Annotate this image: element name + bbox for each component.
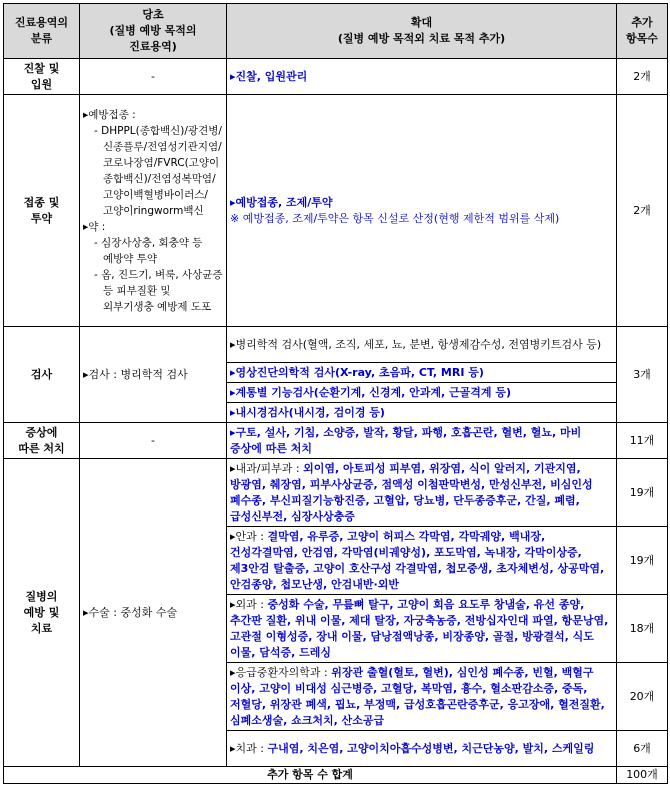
count-dental: 6개 [617, 731, 668, 767]
group-prefix: ▸내과/피부과 : [230, 461, 304, 475]
original-line: ▸예방접종 : [83, 108, 136, 121]
original-jeungsang: - [80, 423, 227, 459]
original-line: - DHPPL(종합백신)/광견병/신종플루/전염성기관지염/코로나장염/FVRC(고양이종합백신)/전염성복막염/고양이백혈병바이러스/고양이ringworm백신 [94, 124, 222, 217]
row-jeungsang [4, 423, 668, 459]
row-jilbyeong-internal [4, 459, 668, 527]
original-jinchal: - [80, 59, 227, 95]
added-geomsa-imaging: ▸영상진단의학적 검사(X-ray, 초음파, CT, MRI 등) [227, 363, 617, 383]
original-line: ▸약 : [83, 220, 106, 233]
added-eye [227, 527, 617, 595]
group-items: 외이염, 아토피성 피부염, 위장염, 식이 알러지, 기관지염, 방광염, 췌장염, 피부사상균증, 점액성 이첨판막변성, 만성신부전, 비심인성 폐수종, 부신피질기능항진증, 고혈압, 당뇨병, 단두종증후군, 간질, 폐렴, 급성신부전, 심장사상충증 [230, 461, 593, 523]
group-prefix: ▸치과 : [230, 741, 268, 755]
row-jeopjong [4, 95, 668, 327]
added-geomsa-endoscopy: ▸내시경검사(내시경, 검이경 등) [227, 403, 617, 423]
added-jinchal: ▸진찰, 입원관리 [227, 59, 617, 95]
count-internal: 19개 [617, 459, 668, 527]
added-dental [227, 731, 617, 767]
count-jeungsang: 11개 [617, 423, 668, 459]
total-count: 100개 [617, 767, 668, 784]
group-items: 위장관 출혈(혈토, 혈변), 심인성 폐수종, 빈혈, 백혈구 이상, 고양이 비대성 심근병증, 고혈당, 복막염, 흉수, 혈소판감소증, 중독, 저혈당, 위장관 폐색, 핍뇨, 부정맥, 급성호흡곤란증후군, 응고장애, 혈전질환, 심폐소생술, 쇼크처치, 산소공급 [230, 665, 605, 727]
group-items: 중성화 수술, 무릎뼈 탈구, 고양이 회음 요도루 창냄술, 유선 종양, 추간판 질환, 위내 이물, 제대 탈장, 자궁축농증, 전방십자인대 파열, 항문낭염, 고관절 이형성증, 장내 이물, 담낭점액낭종, 비장종양, 골절, 방광결석, 식도 이물, 담석증, 드레싱 [230, 597, 609, 659]
original-jeopjong [80, 95, 227, 327]
original-jilbyeong: ▸수술 : 중성화 수술 [80, 459, 227, 767]
category-jeungsang: 증상에 따른 처치 [4, 423, 80, 459]
category-geomsa: 검사 [4, 327, 80, 423]
original-line: - 심장사상충, 회충약 등 예방약 투약 [94, 236, 203, 265]
added-text: ▸예방접종, 조제/투약 [230, 195, 333, 209]
count-eye: 19개 [617, 527, 668, 595]
header-original: 당초 (질병 예방 목적의 진료용역) [80, 4, 227, 59]
header-category: 진료용역의 분류 [4, 4, 80, 59]
count-emergency: 20개 [617, 663, 668, 731]
header-row [4, 4, 668, 59]
category-jinchal: 진찰 및 입원 [4, 59, 80, 95]
added-note: ※ 예방접종, 조제/투약은 항목 신설로 산정(현행 제한적 범위를 삭제) [230, 211, 560, 225]
added-jeungsang: ▸구토, 설사, 기침, 소양증, 발작, 황달, 파행, 호흡곤란, 혈변, 혈뇨, 마비 증상에 따른 처치 [227, 423, 617, 459]
group-items: 구내염, 치은염, 고양이치아흡수성병변, 치근단농양, 발치, 스케일링 [267, 741, 595, 755]
total-label: 추가 항목 수 합계 [4, 767, 617, 784]
group-prefix: ▸외과 : [230, 597, 268, 611]
added-geomsa-function: ▸계통별 기능검사(순환기계, 신경계, 안과계, 근골격계 등) [227, 383, 617, 403]
header-count: 추가 항목수 [617, 4, 668, 59]
original-geomsa: ▸검사 : 병리학적 검사 [80, 327, 227, 423]
count-jinchal: 2개 [617, 59, 668, 95]
group-prefix: ▸안과 : [230, 529, 268, 543]
added-emergency [227, 663, 617, 731]
header-expanded: 확대 (질병 예방 목적외 치료 목적 추가) [227, 4, 617, 59]
count-jeopjong: 2개 [617, 95, 668, 327]
category-jeopjong: 접종 및 투약 [4, 95, 80, 327]
total-row [4, 767, 668, 784]
service-table [3, 3, 668, 784]
row-jinchal [4, 59, 668, 95]
category-jilbyeong: 질병의 예방 및 치료 [4, 459, 80, 767]
added-jeopjong [227, 95, 617, 327]
count-geomsa: 3개 [617, 327, 668, 423]
group-items: 결막염, 유루증, 고양이 허피스 각막염, 각막궤양, 백내장, 건성각결막염, 안검염, 각막염(비궤양성), 포도막염, 녹내장, 각막이상증, 제3안검 탈출증, 고양이 호산구성 각결막염, 첩모중생, 초자체변성, 상공막염, 안검종양, 첩모난생, 안검내반·외반 [230, 529, 605, 591]
group-prefix: ▸응급중환자의학과 : [230, 665, 332, 679]
added-internal [227, 459, 617, 527]
row-geomsa-1 [4, 327, 668, 363]
added-surgery [227, 595, 617, 663]
original-line: - 옴, 진드기, 벼룩, 사상균증 등 피부질환 및 외부기생충 예방제 도포 [94, 268, 223, 313]
count-surgery: 18개 [617, 595, 668, 663]
added-geomsa-pathology: ▸병리학적 검사(혈액, 조직, 세포, 뇨, 분변, 항생제감수성, 전염병키트검사 등) [227, 327, 617, 363]
